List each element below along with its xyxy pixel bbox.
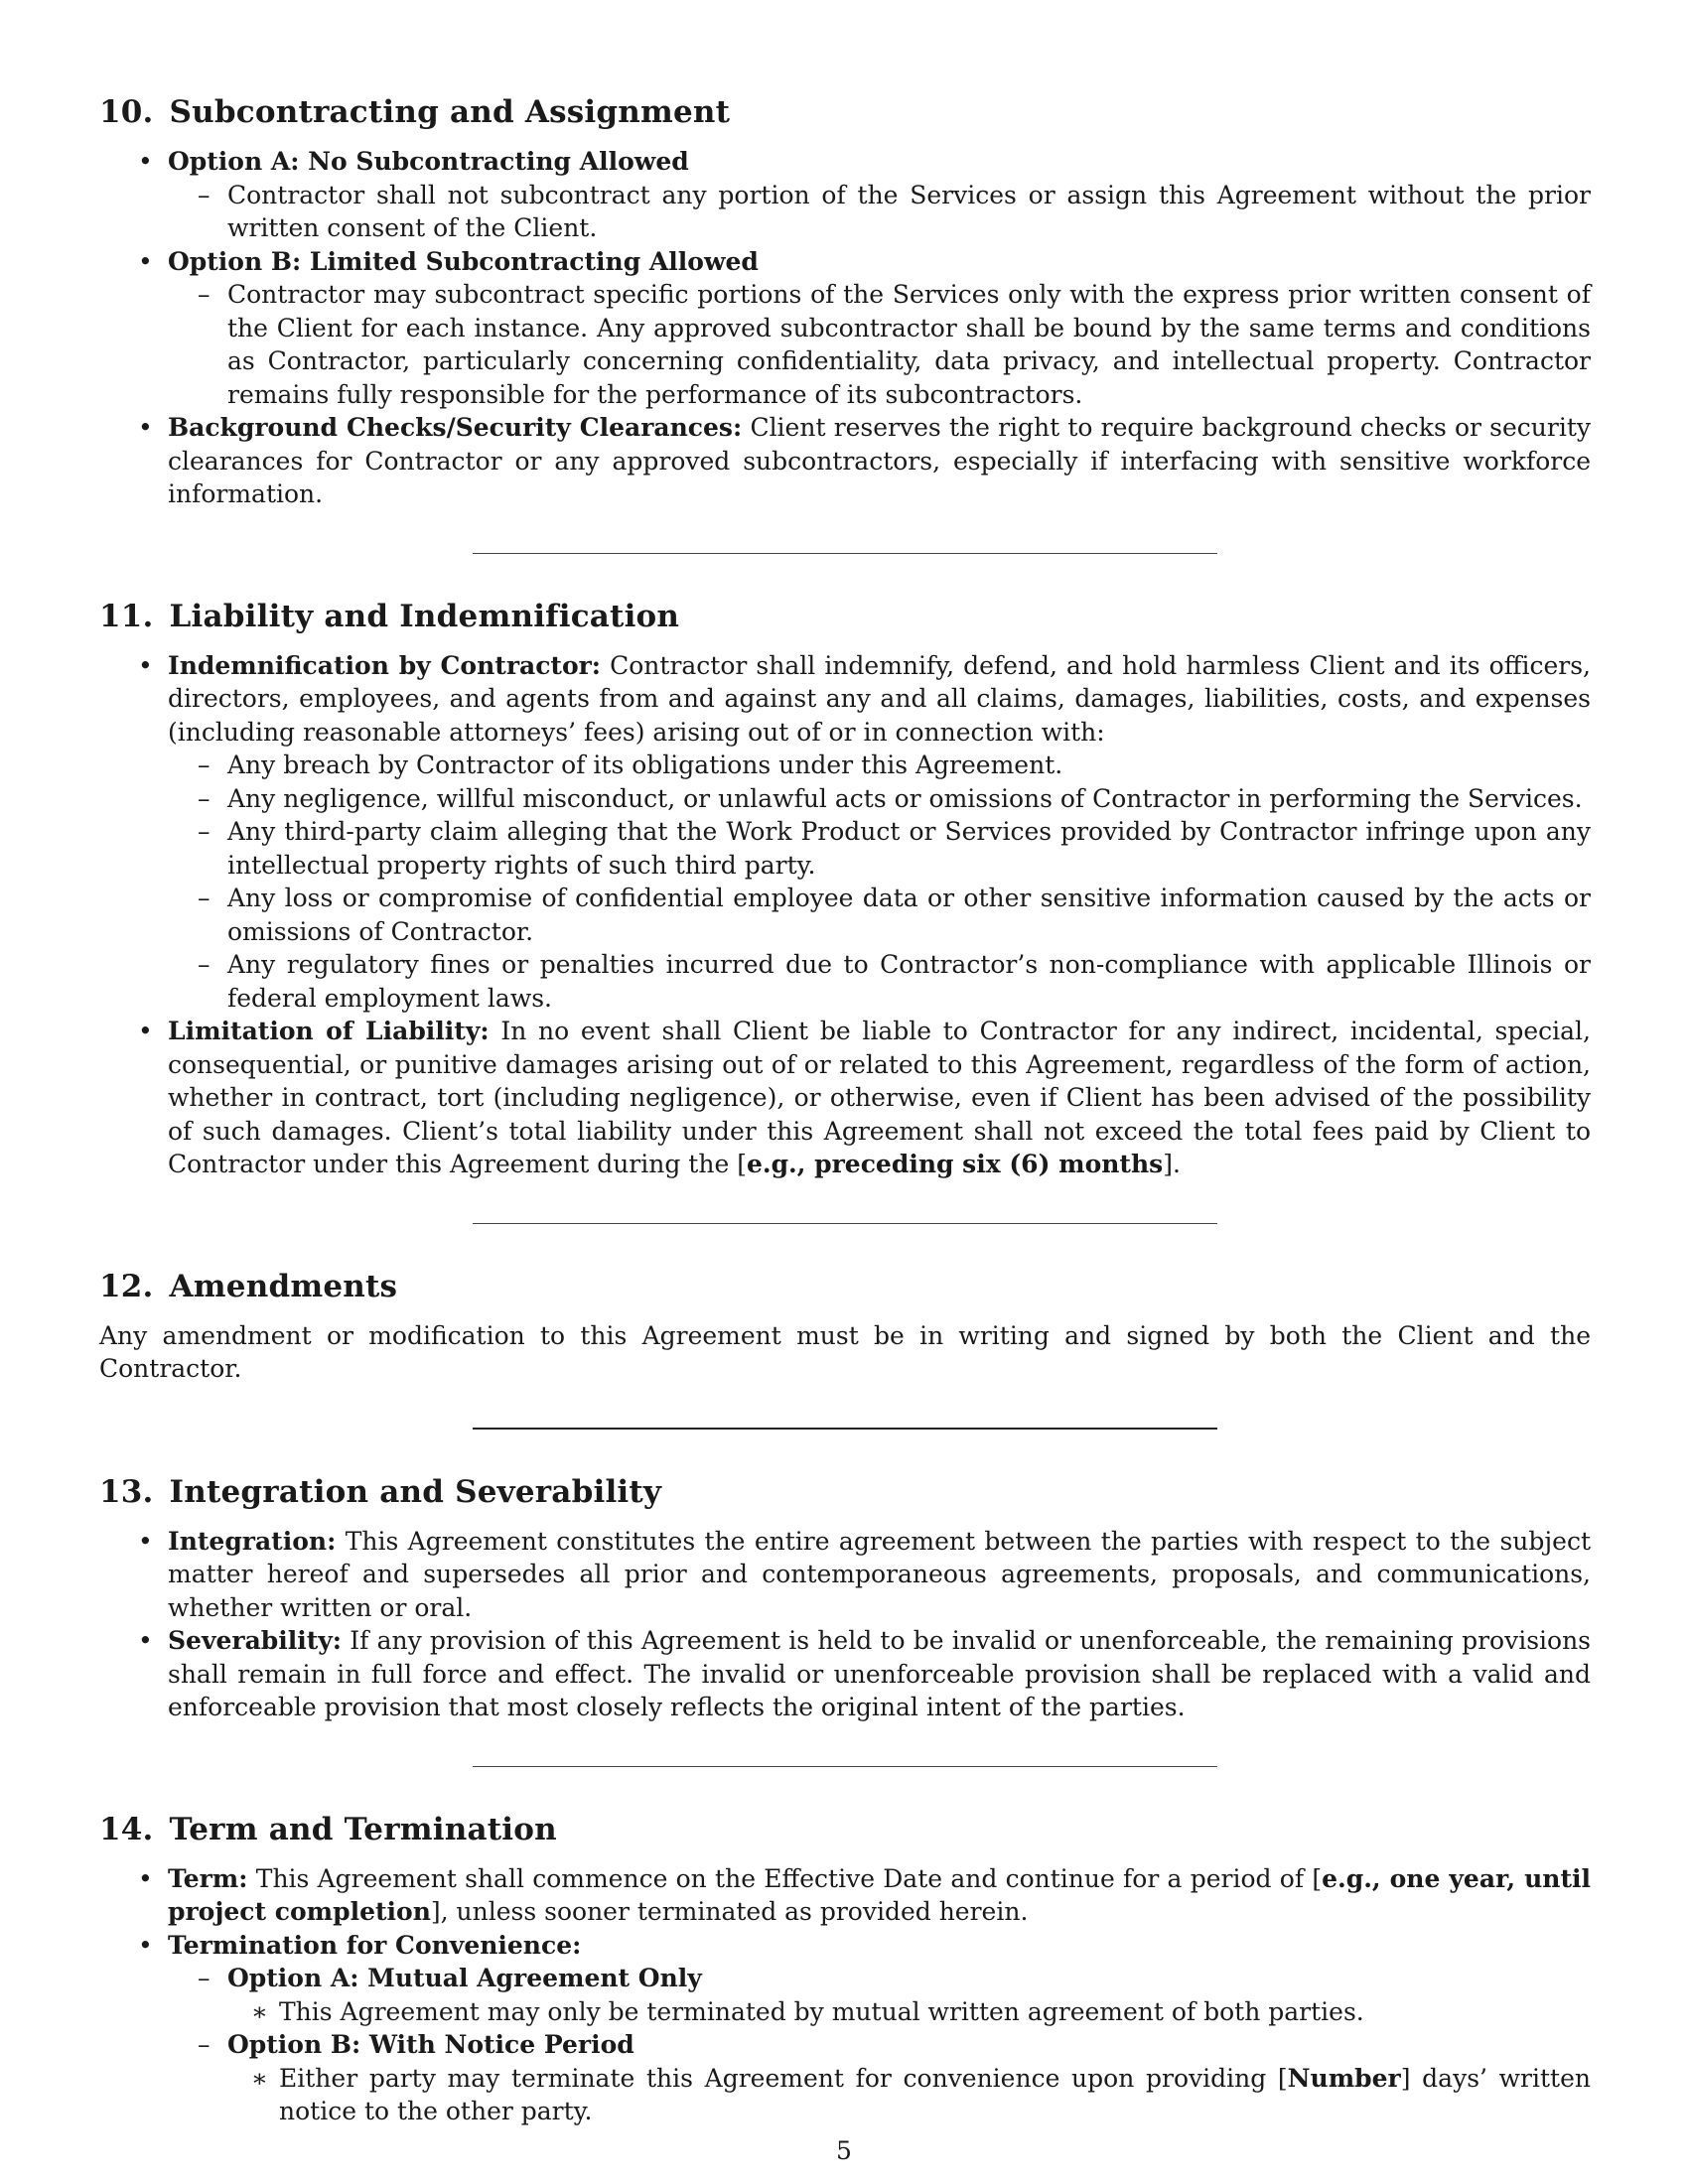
integration-label: Integration: xyxy=(168,1526,337,1556)
section-divider xyxy=(473,553,1217,554)
section-14-list xyxy=(99,1862,1591,2128)
list-item: • Term: This Agreement shall commence on the Effective Date and continue for a period of [e.g., one year, until project completion], unless sooner terminated as provided herein. xyxy=(168,1862,1591,1929)
section-12 xyxy=(99,1266,1591,1386)
section-divider xyxy=(473,1223,1217,1224)
list-item: – Contractor shall not subcontract any portion of the Services or assign this Agreement without the prior written consent of the Client. xyxy=(227,179,1591,245)
list-item: – Any loss or compromise of confidential employee data or other sensitive information caused by the acts or omissions of Contractor. xyxy=(227,882,1591,948)
document-page xyxy=(99,91,1591,2128)
page-number: 5 xyxy=(836,2136,852,2165)
section-12-heading: 12. Amendments xyxy=(99,1268,398,1304)
list-item xyxy=(168,145,1591,245)
background-checks-label: Background Checks/Security Clearances: xyxy=(168,413,743,442)
list-item: – Any negligence, willful misconduct, or unlawful acts or omissions of Contractor in performing the Services. xyxy=(227,782,1591,816)
list-item xyxy=(227,2028,1591,2128)
list-item: – Any third-party claim alleging that the Work Product or Services provided by Contractor infringe upon any intellectual property rights of such third party. xyxy=(227,815,1591,882)
severability-label: Severability: xyxy=(168,1626,343,1655)
section-11-heading: 11. Liability and Indemnification xyxy=(99,598,680,634)
list-item: ∗ Either party may terminate this Agreement for convenience upon providing [Number] days’ written notice to the other party. xyxy=(279,2062,1591,2128)
option-a-label: Option A: No Subcontracting Allowed xyxy=(168,147,689,176)
section-10 xyxy=(99,91,1591,511)
section-14-heading: 14. Term and Termination xyxy=(99,1811,557,1847)
list-item: • Indemnification by Contractor: Contractor shall indemnify, defend, and hold harmless Client and its officers, directors, employees, and agents from and against any and all claims, damages, liabilities, costs, and expenses (including reasonable attorneys’ fees) arising out of or in connection with: – Any breach by Contractor of its obligations under this Agreement. – Any negligence, willful misconduct, or unlawful acts or omissions of Contractor in performing the Services. – Any third-party claim alleging that the Work Product or Services provided by Contractor infringe upon any intellectual property rights of such third party. – Any loss or compromise of confidential employee data or other sensitive information caused by the acts or omissions of Contractor. – Any regulatory fines or penalties incurred due to Contractor’s non-compliance with applicable Illinois or federal employment laws. xyxy=(168,649,1591,1016)
placeholder-bold: e.g., one year, until project completion xyxy=(168,1863,1591,1926)
option-b-label: Option B: Limited Subcontracting Allowed xyxy=(168,246,759,276)
indemnification-label: Indemnification by Contractor: xyxy=(168,650,602,680)
section-13-list xyxy=(99,1525,1591,1724)
section-10-list xyxy=(99,145,1591,511)
section-divider xyxy=(473,1766,1217,1767)
section-13 xyxy=(99,1471,1591,1724)
list-item: – Any regulatory fines or penalties incurred due to Contractor’s non-compliance with applicable Illinois or federal employment laws. xyxy=(227,948,1591,1015)
list-item xyxy=(168,245,1591,412)
list-item: – Any breach by Contractor of its obligations under this Agreement. xyxy=(227,749,1591,782)
list-item: ∗ This Agreement may only be terminated by mutual written agreement of both parties. xyxy=(279,1995,1591,2029)
section-divider xyxy=(473,1428,1217,1430)
list-item: • Background Checks/Security Clearances: Client reserves the right to require background checks or security clearances for Contractor or any approved subcontractors, especially if interfacing with sensitive workforce information. xyxy=(168,411,1591,511)
list-item: • Limitation of Liability: In no event shall Client be liable to Contractor for any indirect, incidental, special, consequential, or punitive damages arising out of or related to this Agreement, regardless of the form of action, whether in contract, tort (including negligence), or otherwise, even if Client has been advised of the possibility of such damages. Client’s total liability under this Agreement shall not exceed the total fees paid by Client to Contractor under this Agreement during the [e.g., preceding six (6) months]. xyxy=(168,1015,1591,1181)
list-item: • Severability: If any provision of this Agreement is held to be invalid or unenforceable, the remaining provisions shall remain in full force and effect. The invalid or unenforceable provision shall be replaced with a valid and enforceable provision that most closely reflects the original intent of the parties. xyxy=(168,1624,1591,1724)
section-11-list xyxy=(99,649,1591,1181)
limitation-label: Limitation of Liability: xyxy=(168,1017,490,1045)
section-11 xyxy=(99,596,1591,1181)
list-item: – Contractor may subcontract specific portions of the Services only with the express prior written consent of the Client for each instance. Any approved subcontractor shall be bound by the same terms and conditions as Contractor, particularly concerning confidentiality, data privacy, and intellectual property. Contractor remains fully responsible for the performance of its subcontractors. xyxy=(227,278,1591,411)
term-label: Term: xyxy=(168,1863,248,1893)
section-10-heading: 10. Subcontracting and Assignment xyxy=(99,94,731,130)
placeholder-bold: e.g., preceding six (6) months xyxy=(746,1150,1164,1178)
section-14 xyxy=(99,1809,1591,2128)
termination-convenience-label: Termination for Convenience: xyxy=(168,1930,582,1960)
list-item xyxy=(227,1962,1591,2028)
option-a-label: Option A: Mutual Agreement Only xyxy=(227,1964,702,1992)
section-13-heading: 13. Integration and Severability xyxy=(99,1473,662,1510)
placeholder-bold: Number xyxy=(1287,2063,1401,2093)
list-item xyxy=(168,1929,1591,2128)
list-item: • Integration: This Agreement constitutes the entire agreement between the parties with respect to the subject matter hereof and supersedes all prior and contemporaneous agreements, proposals, and communications, whether written or oral. xyxy=(168,1525,1591,1625)
option-b-label: Option B: With Notice Period xyxy=(227,2030,634,2059)
amendments-text: Any amendment or modification to this Agreement must be in writing and signed by both the Client and the Contractor. xyxy=(99,1320,1591,1383)
